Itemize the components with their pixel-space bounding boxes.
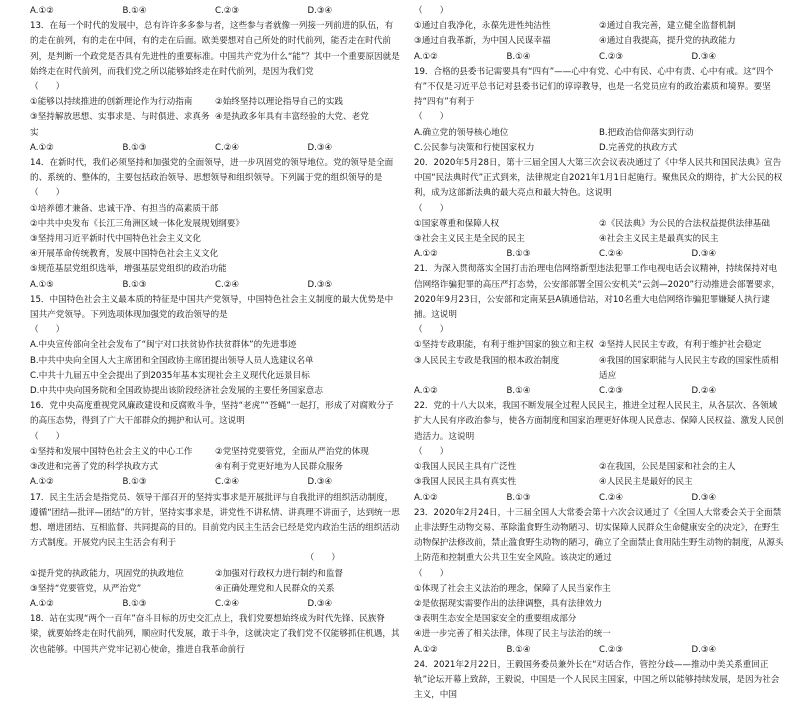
choice: D.③④ <box>691 492 717 503</box>
choice: C.②③ <box>599 644 624 655</box>
choice: B.①③ <box>122 142 147 153</box>
option: A.①② <box>30 6 54 16</box>
choice: B.①③ <box>506 492 531 503</box>
question-14-options <box>30 202 400 278</box>
option: ②是依据现实需要作出的法律调整，具有法律效力 <box>414 598 603 609</box>
option: ①培养德才兼备、忠诚干净、有担当的高素质干部 <box>30 203 219 214</box>
right-top-choices <box>414 50 784 65</box>
option: ①国家尊重和保障人权 <box>414 218 500 229</box>
question-15-stem: 15．中国特色社会主义最本质的特征是中国共产党领导，中国特色社会主义制度的最大优势是中国共产党领导。下列选项体现加强党的政治领导的是 <box>30 294 394 321</box>
choice: C.②④ <box>599 492 624 503</box>
option: ③坚持解放思想、实事求是、与时俱进、求真务实 <box>30 112 210 138</box>
question-20-stem: 20．2020年5月28日，第十三届全国人大第三次会议表决通过了《中华人民共和国民法典》宣告中国“民法典时代”正式到来，法律规定自2021年1月1日起施行。聚焦民众的期待，扩大公民的权利，成为这部新法典的最大亮点和最大特色。这说明 <box>414 158 783 199</box>
choice: D.③④ <box>691 51 717 62</box>
answer-paren: （ ） <box>30 188 65 199</box>
option: C.公民参与决策和行使国家权力 <box>414 142 535 153</box>
option: ③我国人民民主具有真实性 <box>414 477 517 488</box>
option: A.确立党的领导核心地位 <box>414 127 509 138</box>
question-17-stem: 17．民主生活会是指党员、领导干部召开的坚持实事求是开展批评与自我批评的组织活动制度，遵循“团结—批评—团结”的方针，坚持实事求是，讲党性不讲私情、讲真理不讲面子，达到统一思想、增进团结、互相监督、共同提高的目的。目前党内民主生活会已经是党内政治生活的组织活动方式制度。开展党内民主生活会有利于 <box>30 492 400 549</box>
option: ④我国的国家职能与人民民主专政的国家性质相适应 <box>599 355 779 381</box>
answer-paren: （ ） <box>414 446 449 457</box>
choice: A.①② <box>414 492 438 503</box>
answer-paren: （ ） <box>414 112 449 123</box>
option: ③改进和完善了党的科学执政方式 <box>30 462 159 473</box>
choice: D.③④ <box>307 598 333 609</box>
option: C.②③ <box>215 6 240 16</box>
question-18-stem: 18．站在实现“两个一百年”奋斗目标的历史交汇点上，我们党要想始终成为时代先锋、民族脊梁，就要始终走在时代前列，顺应时代发展，敢于斗争，这就决定了我们党不仅能够抓住机遇，其次也能够。中国共产党牢记初心使命，推进自我革命前行 <box>30 614 400 655</box>
option: ①能够以持续推进的创新理论作为行动指南 <box>30 97 193 108</box>
question-14-stem: 14．在新时代，我们必须坚持和加强党的全面领导，进一步巩固党的领导地位。党的领导是全面的、系统的、整体的，主要包括政治领导、思想领导和组织领导。下列属于党的组织领导的是 <box>30 158 394 184</box>
question-20-choices <box>414 247 784 262</box>
choice: D.③④ <box>691 249 717 260</box>
choice: A.①⑤ <box>30 279 54 290</box>
option: ②《民法典》为公民的合法权益提供法律基础 <box>599 218 770 229</box>
option: ④有利于党更好地为人民群众服务 <box>215 462 344 473</box>
question-14-choices <box>30 278 400 293</box>
choice: C.②④ <box>599 249 624 260</box>
option: ②坚持人民民主专政，有利于维护社会稳定 <box>599 340 762 351</box>
choice: A.①② <box>414 51 438 62</box>
choice: A.①② <box>414 644 438 655</box>
answer-paren: （ ） <box>30 325 65 336</box>
option: ①坚持和发展中国特色社会主义的中心工作 <box>30 446 193 457</box>
choice: C.②④ <box>215 598 240 609</box>
option: ②加强对行政权力进行制约和监督 <box>215 568 344 579</box>
option: ①提升党的执政能力，巩固党的执政地位 <box>30 568 184 579</box>
option: ②始终坚持以理论指导自己的实践 <box>215 97 344 108</box>
choice: B.①④ <box>506 644 531 655</box>
question-21-options <box>414 338 784 384</box>
option: ④是执政多年具有丰富经验的大党、老党 <box>215 112 369 123</box>
option: ④通过自我提高，提升党的执政能力 <box>599 36 736 47</box>
question-23-choices <box>414 643 784 658</box>
option: ①通过自我净化，永葆先进性纯洁性 <box>414 21 551 32</box>
question-16-options <box>30 445 400 475</box>
option: ①体现了社会主义法治的理念，保障了人民当家作主 <box>414 583 611 594</box>
right-top-options <box>414 19 784 49</box>
right-column <box>414 4 784 701</box>
choice: D.③④ <box>307 142 333 153</box>
question-20-options <box>414 217 784 247</box>
answer-paren: （ ） <box>414 6 449 16</box>
answer-paren: （ ） <box>30 82 65 93</box>
option: B.①④ <box>122 6 147 16</box>
choice: B.①③ <box>122 598 147 609</box>
question-21-choices <box>414 384 784 399</box>
option: C.中共十九届五中全会提出了到2035年基本实现社会主义现代化远景目标 <box>30 370 310 381</box>
option: ②党坚持党要管党，全面从严治党的体现 <box>215 446 369 457</box>
choice: A.①② <box>30 477 54 488</box>
question-13-stem: 13．在每一个时代的发展中，总有许许多多参与者，这些参与者就像一列接一列前进的队伍，有的走在前列，有的走在中间，有的走在后面。欧美要想对自己所处的时代前列，能否走在时代前列，是判断一个政党是否具有先进性的重要标准。中国共产党为什么“能”？其中一个重要原因就是始终走在时代前列，而我们党之所以能够始终走在时代前列，是因为我们党 <box>30 21 400 77</box>
answer-paren: （ ） <box>414 203 449 214</box>
option: D.③④ <box>307 6 333 16</box>
option: ③表明生态安全是国家安全的重要组成部分 <box>414 614 577 625</box>
choice: A.①② <box>30 142 54 153</box>
option: ③通过自我革新，为中国人民谋幸福 <box>414 36 551 47</box>
option: B.中共中央向全国人大主席团和全国政协主席团提出领导人员人选建议名单 <box>30 355 314 366</box>
option: ④正确处理党和人民群众的关系 <box>215 583 335 594</box>
left-column <box>30 4 400 655</box>
left-top-options <box>30 4 400 19</box>
option: D.完善党的执政方式 <box>599 142 678 153</box>
question-22-stem: 22．党的十八大以来，我国不断发展全过程人民民主，推进全过程人民民主，从各层次、各领域扩大人民有序政治参与，使各方面制度和国家治理更好体现人民意志、保障人民权益、激发人民创造活力。这说明 <box>414 401 784 442</box>
answer-paren: （ ） <box>305 553 340 564</box>
question-22-options <box>414 460 784 490</box>
question-13-options <box>30 95 400 141</box>
choice: C.②④ <box>215 279 240 290</box>
question-19-stem: 19．合格的县委书记需要具有“四有”——心中有党、心中有民、心中有责、心中有戒。这“四个有”不仅是习近平总书记对县委书记们的谆谆教导，也是一名党员应有的政治素质和境界。要坚持“四有”有利于 <box>414 66 774 108</box>
option: ④社会主义民主是最真实的民主 <box>599 234 719 245</box>
choice: A.①② <box>30 598 54 609</box>
choice: C.②④ <box>215 142 240 153</box>
option: D.中共中央向国务院和全国政协提出该阶段经济社会发展的主要任务国家意志 <box>30 386 323 397</box>
choice: A.①② <box>414 249 438 260</box>
choice: B.①③ <box>506 249 531 260</box>
option: ③社会主义民主是全民的民主 <box>414 234 525 245</box>
question-23-options <box>414 582 784 643</box>
option: A.中央宣传部向全社会发布了“闽宁对口扶贫协作扶贫群体”的先进事迹 <box>30 340 297 351</box>
question-23-stem: 23．2020年2月24日，十三届全国人大常委会第十六次会议通过了《全国人大常委会关于全面禁止非法野生动物交易、革除滥食野生动物陋习、切实保障人民群众生命健康安全的决定》，在野生动物保护法修改前，禁止滥食野生动物的陋习，确立了全面禁止食用陆生野生动物的制度，从源头上防范和控制重大公共卫生安全风险。该决定的通过 <box>414 507 784 564</box>
choice: D.②④ <box>691 386 717 397</box>
question-24-stem: 24．2021年2月22日，王毅国务委员兼外长在“对话合作，管控分歧——推动中美关系重回正轨”论坛开幕上致辞，王毅说，中国是一个人民民主国家，中国之所以能够持续发展，是因为社会主义，中国 <box>414 659 780 701</box>
option: ②通过自我完善，建立健全监督机制 <box>599 21 736 32</box>
answer-paren: （ ） <box>414 325 449 336</box>
question-15-options <box>30 338 400 399</box>
option: ①坚持专政职能，有利于维护国家的独立和主权 <box>414 340 594 351</box>
choice: D.③⑤ <box>307 279 333 290</box>
question-21-stem: 21．为深入贯彻落实全国打击治理电信网络新型违法犯罪工作电视电话会议精神，持续保持对电信网络诈骗犯罪的高压严打态势，公安部部署全国公安机关“云剑—2020”行动推进会部署要求，2020年9月23日，公安部和定南某县A镇通信站，对10名重大电信网络诈骗犯罪嫌疑人执行逮捕。这说明 <box>414 264 780 321</box>
option: ②在我国，公民是国家和社会的主人 <box>599 462 736 473</box>
answer-paren: （ ） <box>30 431 65 442</box>
choice: D.③④ <box>307 477 333 488</box>
choice: B.①④ <box>506 386 531 397</box>
choice: A.①② <box>414 386 438 397</box>
question-13-choices <box>30 141 400 156</box>
choice: B.①③ <box>122 279 147 290</box>
choice: B.①③ <box>122 477 147 488</box>
option: ③坚持“党要管党，从严治党” <box>30 583 142 594</box>
choice: C.②④ <box>215 477 240 488</box>
question-16-stem: 16．党中央高度重视党风廉政建设和反腐败斗争，坚持“老虎”“苍蝇”一起打，形成了对腐败分子的高压态势，得到了广大干部群众的拥护和认可。这说明 <box>30 401 394 427</box>
question-17-choices <box>30 597 400 612</box>
option: ③坚持用习近平新时代中国特色社会主义文化 <box>30 234 201 245</box>
option: ③人民民主专政是我国的根本政治制度 <box>414 355 560 366</box>
option: ②中共中央发布《长江三角洲区域一体化发展规划纲要》 <box>30 218 244 229</box>
question-17-options <box>30 567 400 597</box>
option: ④人民民主是最好的民主 <box>599 477 693 488</box>
question-19-options <box>414 126 784 156</box>
option: ④进一步完善了相关法律，体现了民主与法治的统一 <box>414 629 611 640</box>
choice: C.②③ <box>599 51 624 62</box>
option: ⑤规范基层党组织选举，增强基层党组织的政治功能 <box>30 264 227 275</box>
choice: D.③④ <box>691 644 717 655</box>
choice: B.①④ <box>506 51 531 62</box>
question-16-choices <box>30 475 400 490</box>
answer-paren: （ ） <box>414 568 449 579</box>
option: B.把政治信仰落实到行动 <box>599 127 694 138</box>
option: ①我国人民民主具有广泛性 <box>414 462 517 473</box>
question-22-choices <box>414 491 784 506</box>
choice: C.②③ <box>599 386 624 397</box>
option: ④开展革命传统教育，发展中国特色社会主义文化 <box>30 249 219 260</box>
